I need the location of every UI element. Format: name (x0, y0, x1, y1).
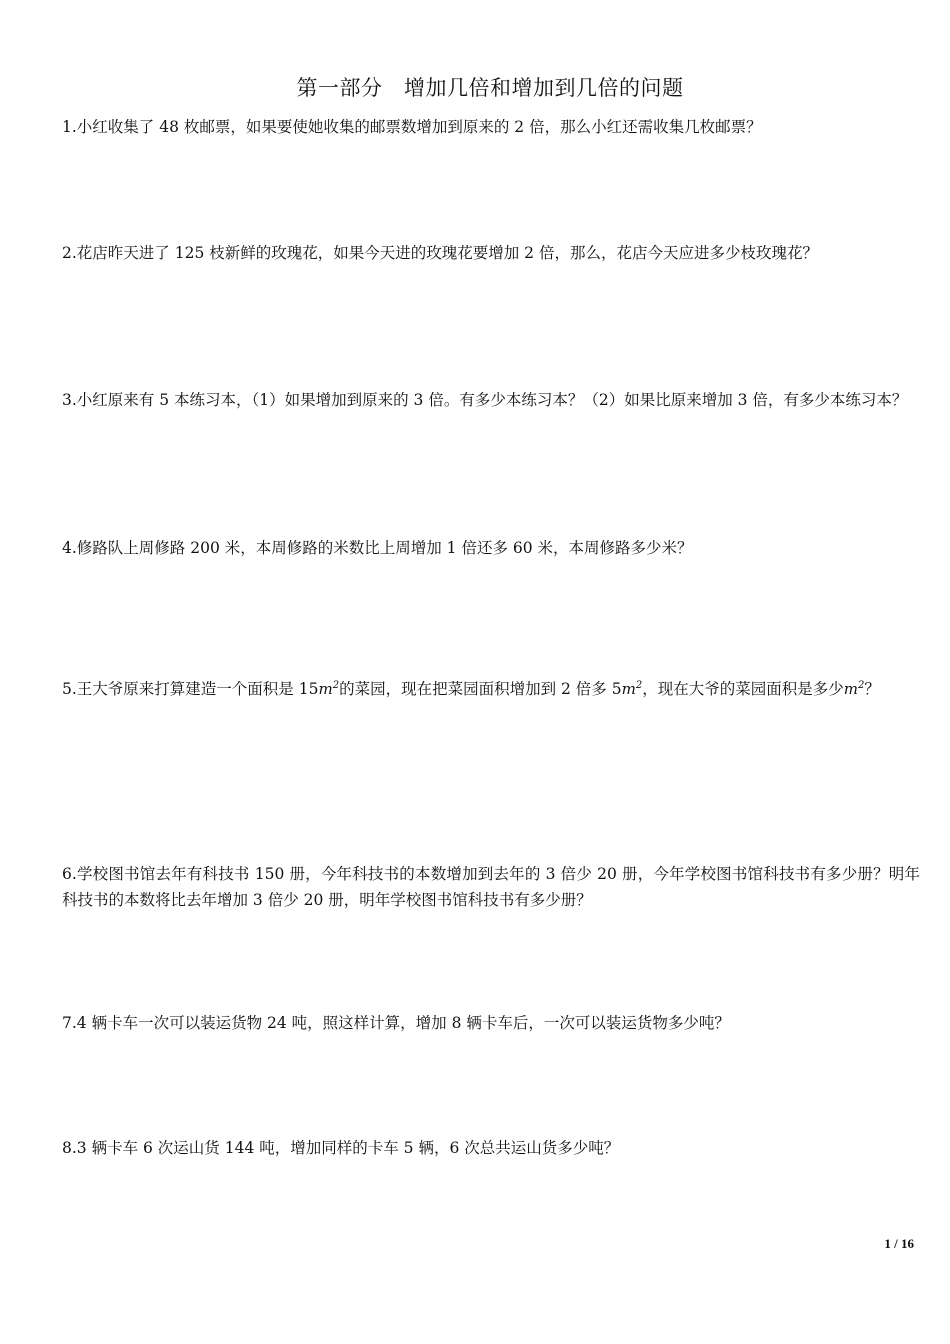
question-5-text-c: ，现在大爷的菜园面积是多少 (642, 680, 844, 698)
question-2: 2.花店昨天进了 125 枝新鲜的玫瑰花，如果今天进的玫瑰花要增加 2 倍，那么，花店今天应进多少枝玫瑰花？ (62, 244, 818, 262)
question-5 (62, 666, 920, 713)
question-4: 4.修路队上周修路 200 米，本周修路的米数比上周增加 1 倍还多 60 米，本周修路多少米？ (62, 539, 693, 557)
square-meter-unit: $m^2$ (621, 680, 643, 698)
page-title: 第一部分 增加几倍和增加到几倍的问题 (296, 76, 684, 100)
page-number: 1 / 16 (884, 1236, 914, 1251)
question-5-text-d: ？ (864, 680, 880, 698)
question-6: 6.学校图书馆去年有科技书 150 册，今年科技书的本数增加到去年的 3 倍少 20 册，今年学校图书馆科技书有多少册？明年科技书的本数将比去年增加 3 倍少 20 册，明年学校图书馆科技书有多少册？ (62, 865, 920, 909)
question-5-text-b: 的菜园，现在把菜园面积增加到 2 倍多 5 (339, 680, 622, 698)
question-1: 1.小红收集了 48 枚邮票，如果要使她收集的邮票数增加到原来的 2 倍，那么小红还需收集几枚邮票？ (62, 118, 762, 136)
question-3: 3.小红原来有 5 本练习本，（1）如果增加到原来的 3 倍。有多少本练习本？（2）如果比原来增加 3 倍，有多少本练习本？ (62, 391, 908, 409)
question-8: 8.3 辆卡车 6 次运山货 144 吨，增加同样的卡车 5 辆，6 次总共运山货多少吨？ (62, 1139, 620, 1157)
question-7: 7.4 辆卡车一次可以装运货物 24 吨，照这样计算，增加 8 辆卡车后，一次可以装运货物多少吨？ (62, 1014, 730, 1032)
question-5-text-a: 5.王大爷原来打算建造一个面积是 15 (62, 680, 319, 698)
square-meter-unit: $m^2$ (318, 680, 340, 698)
square-meter-unit: $m^2$ (843, 680, 865, 698)
